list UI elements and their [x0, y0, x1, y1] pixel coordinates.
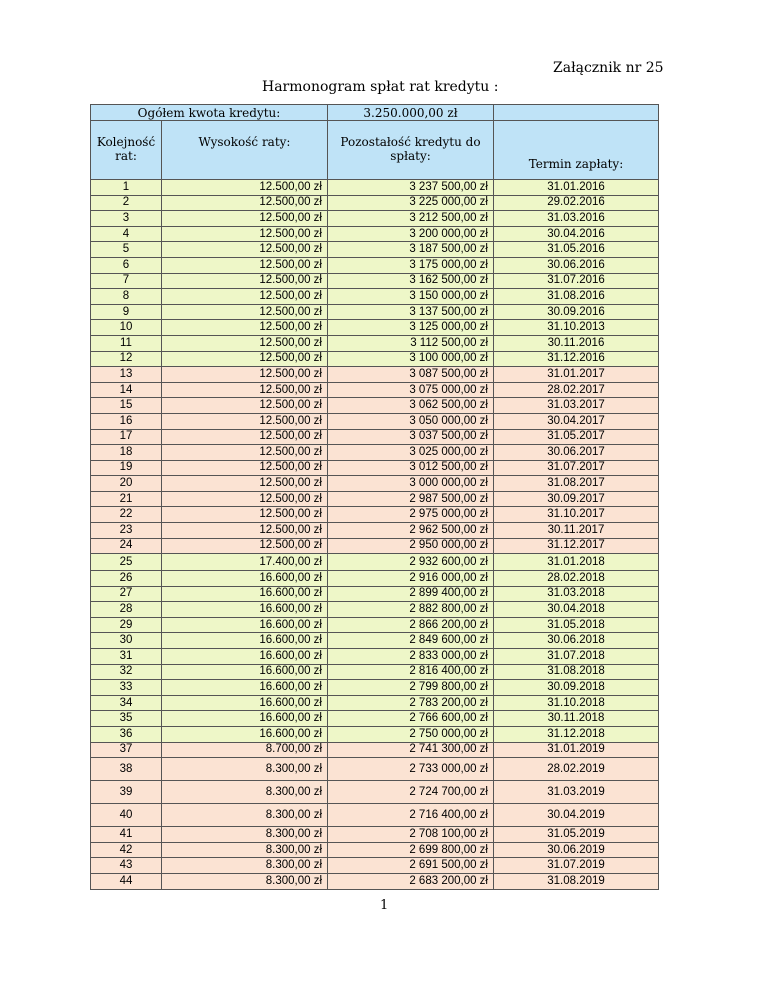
table-row — [90, 289, 659, 305]
installment-amount-cell: 12.500,00 zł — [162, 336, 328, 352]
installment-number-cell: 15 — [90, 398, 162, 414]
table-row — [90, 649, 659, 665]
table-row — [90, 680, 659, 696]
installment-amount-cell: 17.400,00 zł — [162, 554, 328, 571]
remaining-balance-cell: 3 087 500,00 zł — [328, 367, 494, 383]
installment-number-cell: 16 — [90, 414, 162, 430]
installment-amount-cell: 12.500,00 zł — [162, 274, 328, 290]
installment-amount-cell: 16.600,00 zł — [162, 633, 328, 649]
installment-number-cell: 27 — [90, 587, 162, 603]
remaining-balance-cell: 2 849 600,00 zł — [328, 633, 494, 649]
due-date-cell: 31.05.2017 — [494, 430, 659, 446]
remaining-balance-cell: 3 025 000,00 zł — [328, 445, 494, 461]
repayment-schedule-table — [90, 104, 659, 890]
remaining-balance-cell: 3 037 500,00 zł — [328, 430, 494, 446]
due-date-cell: 31.07.2017 — [494, 461, 659, 477]
installment-number-cell: 39 — [90, 781, 162, 804]
summary-value: 3.250.000,00 zł — [328, 105, 494, 121]
remaining-balance-cell: 3 075 000,00 zł — [328, 383, 494, 399]
due-date-cell: 31.05.2019 — [494, 827, 659, 843]
remaining-balance-cell: 2 724 700,00 zł — [328, 781, 494, 804]
due-date-cell: 31.01.2017 — [494, 367, 659, 383]
due-date-cell: 31.01.2016 — [494, 180, 659, 196]
installment-amount-cell: 12.500,00 zł — [162, 180, 328, 196]
installment-amount-cell: 12.500,00 zł — [162, 352, 328, 368]
installment-amount-cell: 12.500,00 zł — [162, 242, 328, 258]
installment-amount-cell: 16.600,00 zł — [162, 571, 328, 587]
remaining-balance-cell: 2 866 200,00 zł — [328, 618, 494, 634]
table-row — [90, 258, 659, 274]
table-row — [90, 554, 659, 571]
installment-amount-cell: 16.600,00 zł — [162, 618, 328, 634]
due-date-cell: 31.01.2018 — [494, 554, 659, 571]
installment-number-cell: 8 — [90, 289, 162, 305]
table-row — [90, 352, 659, 368]
due-date-cell: 30.11.2017 — [494, 523, 659, 539]
due-date-cell: 31.10.2018 — [494, 696, 659, 712]
remaining-balance-cell: 3 187 500,00 zł — [328, 242, 494, 258]
table-row — [90, 571, 659, 587]
due-date-cell: 31.05.2018 — [494, 618, 659, 634]
installment-number-cell: 22 — [90, 507, 162, 523]
installment-amount-cell: 12.500,00 zł — [162, 507, 328, 523]
installment-number-cell: 18 — [90, 445, 162, 461]
table-row — [90, 827, 659, 843]
table-row — [90, 414, 659, 430]
installment-amount-cell: 12.500,00 zł — [162, 445, 328, 461]
installment-amount-cell: 12.500,00 zł — [162, 523, 328, 539]
table-row — [90, 336, 659, 352]
installment-amount-cell: 16.600,00 zł — [162, 680, 328, 696]
due-date-cell: 31.12.2016 — [494, 352, 659, 368]
table-row — [90, 523, 659, 539]
installment-number-cell: 37 — [90, 743, 162, 759]
header-remaining-balance: Pozostałość kredytu do spłaty: — [328, 121, 494, 180]
installment-amount-cell: 8.700,00 zł — [162, 743, 328, 759]
table-row — [90, 633, 659, 649]
installment-amount-cell: 16.600,00 zł — [162, 649, 328, 665]
remaining-balance-cell: 2 799 800,00 zł — [328, 680, 494, 696]
installment-amount-cell: 8.300,00 zł — [162, 758, 328, 781]
due-date-cell: 31.03.2019 — [494, 781, 659, 804]
installment-amount-cell: 12.500,00 zł — [162, 211, 328, 227]
installment-amount-cell: 16.600,00 zł — [162, 711, 328, 727]
due-date-cell: 31.03.2018 — [494, 587, 659, 603]
due-date-cell: 31.03.2017 — [494, 398, 659, 414]
table-row — [90, 445, 659, 461]
remaining-balance-cell: 2 882 800,00 zł — [328, 602, 494, 618]
table-row — [90, 602, 659, 618]
remaining-balance-cell: 2 766 600,00 zł — [328, 711, 494, 727]
remaining-balance-cell: 2 783 200,00 zł — [328, 696, 494, 712]
table-row — [90, 758, 659, 781]
remaining-balance-cell: 3 150 000,00 zł — [328, 289, 494, 305]
due-date-cell: 30.09.2018 — [494, 680, 659, 696]
table-row — [90, 492, 659, 508]
installment-number-cell: 19 — [90, 461, 162, 477]
remaining-balance-cell: 3 225 000,00 zł — [328, 196, 494, 212]
installment-amount-cell: 12.500,00 zł — [162, 539, 328, 555]
table-row — [90, 398, 659, 414]
installment-number-cell: 43 — [90, 858, 162, 874]
page-title: Harmonogram spłat rat kredytu : — [262, 79, 499, 95]
installment-amount-cell: 12.500,00 zł — [162, 196, 328, 212]
remaining-balance-cell: 3 125 000,00 zł — [328, 320, 494, 336]
installment-number-cell: 30 — [90, 633, 162, 649]
remaining-balance-cell: 2 816 400,00 zł — [328, 665, 494, 681]
installment-amount-cell: 16.600,00 zł — [162, 727, 328, 743]
table-row — [90, 383, 659, 399]
table-row — [90, 180, 659, 196]
table-row — [90, 711, 659, 727]
remaining-balance-cell: 2 950 000,00 zł — [328, 539, 494, 555]
installment-number-cell: 9 — [90, 305, 162, 321]
remaining-balance-cell: 3 050 000,00 zł — [328, 414, 494, 430]
installment-number-cell: 29 — [90, 618, 162, 634]
table-row — [90, 665, 659, 681]
table-row — [90, 696, 659, 712]
installment-number-cell: 1 — [90, 180, 162, 196]
remaining-balance-cell: 3 175 000,00 zł — [328, 258, 494, 274]
summary-row — [90, 104, 659, 121]
due-date-cell: 30.04.2016 — [494, 227, 659, 243]
installment-amount-cell: 16.600,00 zł — [162, 665, 328, 681]
table-row — [90, 227, 659, 243]
remaining-balance-cell: 2 932 600,00 zł — [328, 554, 494, 571]
table-row — [90, 539, 659, 555]
installment-amount-cell: 12.500,00 zł — [162, 320, 328, 336]
installment-amount-cell: 8.300,00 zł — [162, 781, 328, 804]
installment-number-cell: 4 — [90, 227, 162, 243]
due-date-cell: 31.10.2013 — [494, 320, 659, 336]
installment-amount-cell: 16.600,00 zł — [162, 696, 328, 712]
installment-number-cell: 12 — [90, 352, 162, 368]
installment-number-cell: 44 — [90, 874, 162, 890]
table-row — [90, 476, 659, 492]
table-row — [90, 196, 659, 212]
due-date-cell: 31.03.2016 — [494, 211, 659, 227]
table-row — [90, 804, 659, 827]
due-date-cell: 31.12.2017 — [494, 539, 659, 555]
installment-amount-cell: 8.300,00 zł — [162, 843, 328, 859]
table-row — [90, 367, 659, 383]
table-row — [90, 858, 659, 874]
table-row — [90, 430, 659, 446]
due-date-cell: 28.02.2017 — [494, 383, 659, 399]
installment-amount-cell: 16.600,00 zł — [162, 602, 328, 618]
installment-amount-cell: 12.500,00 zł — [162, 367, 328, 383]
remaining-balance-cell: 3 100 000,00 zł — [328, 352, 494, 368]
summary-label: Ogółem kwota kredytu: — [90, 105, 328, 121]
installment-number-cell: 28 — [90, 602, 162, 618]
due-date-cell: 31.07.2018 — [494, 649, 659, 665]
table-row — [90, 274, 659, 290]
remaining-balance-cell: 2 987 500,00 zł — [328, 492, 494, 508]
due-date-cell: 31.01.2019 — [494, 743, 659, 759]
due-date-cell: 30.06.2019 — [494, 843, 659, 859]
table-row — [90, 727, 659, 743]
installment-number-cell: 3 — [90, 211, 162, 227]
remaining-balance-cell: 2 750 000,00 zł — [328, 727, 494, 743]
remaining-balance-cell: 2 916 000,00 zł — [328, 571, 494, 587]
installment-number-cell: 41 — [90, 827, 162, 843]
table-row — [90, 843, 659, 859]
remaining-balance-cell: 3 012 500,00 zł — [328, 461, 494, 477]
table-row — [90, 507, 659, 523]
due-date-cell: 31.07.2016 — [494, 274, 659, 290]
due-date-cell: 31.08.2016 — [494, 289, 659, 305]
due-date-cell: 30.04.2017 — [494, 414, 659, 430]
installment-number-cell: 26 — [90, 571, 162, 587]
installment-number-cell: 21 — [90, 492, 162, 508]
remaining-balance-cell: 2 962 500,00 zł — [328, 523, 494, 539]
remaining-balance-cell: 3 237 500,00 zł — [328, 180, 494, 196]
due-date-cell: 29.02.2016 — [494, 196, 659, 212]
due-date-cell: 30.09.2016 — [494, 305, 659, 321]
header-installment-no: Kolejność rat: — [90, 121, 162, 180]
installment-amount-cell: 12.500,00 zł — [162, 289, 328, 305]
installment-number-cell: 36 — [90, 727, 162, 743]
installment-number-cell: 5 — [90, 242, 162, 258]
table-row — [90, 242, 659, 258]
installment-number-cell: 23 — [90, 523, 162, 539]
installment-amount-cell: 8.300,00 zł — [162, 804, 328, 827]
table-row — [90, 874, 659, 890]
remaining-balance-cell: 3 162 500,00 zł — [328, 274, 494, 290]
installment-number-cell: 35 — [90, 711, 162, 727]
table-row — [90, 743, 659, 759]
installment-number-cell: 14 — [90, 383, 162, 399]
remaining-balance-cell: 3 112 500,00 zł — [328, 336, 494, 352]
installment-number-cell: 10 — [90, 320, 162, 336]
installment-amount-cell: 12.500,00 zł — [162, 383, 328, 399]
installment-amount-cell: 12.500,00 zł — [162, 492, 328, 508]
installment-amount-cell: 16.600,00 zł — [162, 587, 328, 603]
remaining-balance-cell: 2 691 500,00 zł — [328, 858, 494, 874]
due-date-cell: 31.08.2017 — [494, 476, 659, 492]
installment-amount-cell: 12.500,00 zł — [162, 398, 328, 414]
summary-empty-cell — [494, 105, 659, 121]
installment-number-cell: 25 — [90, 554, 162, 571]
remaining-balance-cell: 2 733 000,00 zł — [328, 758, 494, 781]
installment-number-cell: 31 — [90, 649, 162, 665]
due-date-cell: 30.09.2017 — [494, 492, 659, 508]
due-date-cell: 30.06.2017 — [494, 445, 659, 461]
due-date-cell: 30.06.2016 — [494, 258, 659, 274]
table-row — [90, 587, 659, 603]
remaining-balance-cell: 3 200 000,00 zł — [328, 227, 494, 243]
header-row — [90, 121, 659, 180]
table-row — [90, 305, 659, 321]
remaining-balance-cell: 2 708 100,00 zł — [328, 827, 494, 843]
installment-number-cell: 34 — [90, 696, 162, 712]
remaining-balance-cell: 3 000 000,00 zł — [328, 476, 494, 492]
installment-number-cell: 2 — [90, 196, 162, 212]
remaining-balance-cell: 2 899 400,00 zł — [328, 587, 494, 603]
remaining-balance-cell: 2 833 000,00 zł — [328, 649, 494, 665]
due-date-cell: 31.08.2018 — [494, 665, 659, 681]
installment-amount-cell: 8.300,00 zł — [162, 858, 328, 874]
table-row — [90, 461, 659, 477]
remaining-balance-cell: 2 699 800,00 zł — [328, 843, 494, 859]
installment-number-cell: 42 — [90, 843, 162, 859]
installment-amount-cell: 8.300,00 zł — [162, 874, 328, 890]
installment-amount-cell: 12.500,00 zł — [162, 461, 328, 477]
remaining-balance-cell: 3 137 500,00 zł — [328, 305, 494, 321]
due-date-cell: 31.12.2018 — [494, 727, 659, 743]
due-date-cell: 28.02.2018 — [494, 571, 659, 587]
installment-amount-cell: 12.500,00 zł — [162, 227, 328, 243]
installment-number-cell: 17 — [90, 430, 162, 446]
remaining-balance-cell: 2 741 300,00 zł — [328, 743, 494, 759]
table-row — [90, 211, 659, 227]
installment-amount-cell: 12.500,00 zł — [162, 430, 328, 446]
installment-number-cell: 6 — [90, 258, 162, 274]
remaining-balance-cell: 2 716 400,00 zł — [328, 804, 494, 827]
header-due-date: Termin zapłaty: — [494, 121, 659, 180]
installment-amount-cell: 12.500,00 zł — [162, 414, 328, 430]
installment-number-cell: 13 — [90, 367, 162, 383]
due-date-cell: 31.07.2019 — [494, 858, 659, 874]
due-date-cell: 30.04.2018 — [494, 602, 659, 618]
table-row — [90, 320, 659, 336]
installment-amount-cell: 12.500,00 zł — [162, 258, 328, 274]
installment-number-cell: 40 — [90, 804, 162, 827]
installment-number-cell: 33 — [90, 680, 162, 696]
due-date-cell: 30.11.2018 — [494, 711, 659, 727]
remaining-balance-cell: 3 062 500,00 zł — [328, 398, 494, 414]
remaining-balance-cell: 2 683 200,00 zł — [328, 874, 494, 890]
table-body — [90, 180, 659, 890]
due-date-cell: 30.06.2018 — [494, 633, 659, 649]
installment-number-cell: 20 — [90, 476, 162, 492]
table-row — [90, 781, 659, 804]
due-date-cell: 31.10.2017 — [494, 507, 659, 523]
page-number: 1 — [380, 898, 389, 913]
remaining-balance-cell: 3 212 500,00 zł — [328, 211, 494, 227]
header-installment-amount: Wysokość raty: — [162, 121, 328, 180]
remaining-balance-cell: 2 975 000,00 zł — [328, 507, 494, 523]
due-date-cell: 28.02.2019 — [494, 758, 659, 781]
due-date-cell: 31.08.2019 — [494, 874, 659, 890]
installment-number-cell: 7 — [90, 274, 162, 290]
installment-number-cell: 11 — [90, 336, 162, 352]
annex-label: Załącznik nr 25 — [553, 60, 664, 76]
due-date-cell: 30.11.2016 — [494, 336, 659, 352]
installment-amount-cell: 12.500,00 zł — [162, 305, 328, 321]
installment-number-cell: 24 — [90, 539, 162, 555]
installment-amount-cell: 12.500,00 zł — [162, 476, 328, 492]
table-row — [90, 618, 659, 634]
installment-amount-cell: 8.300,00 zł — [162, 827, 328, 843]
due-date-cell: 31.05.2016 — [494, 242, 659, 258]
installment-number-cell: 32 — [90, 665, 162, 681]
installment-number-cell: 38 — [90, 758, 162, 781]
due-date-cell: 30.04.2019 — [494, 804, 659, 827]
